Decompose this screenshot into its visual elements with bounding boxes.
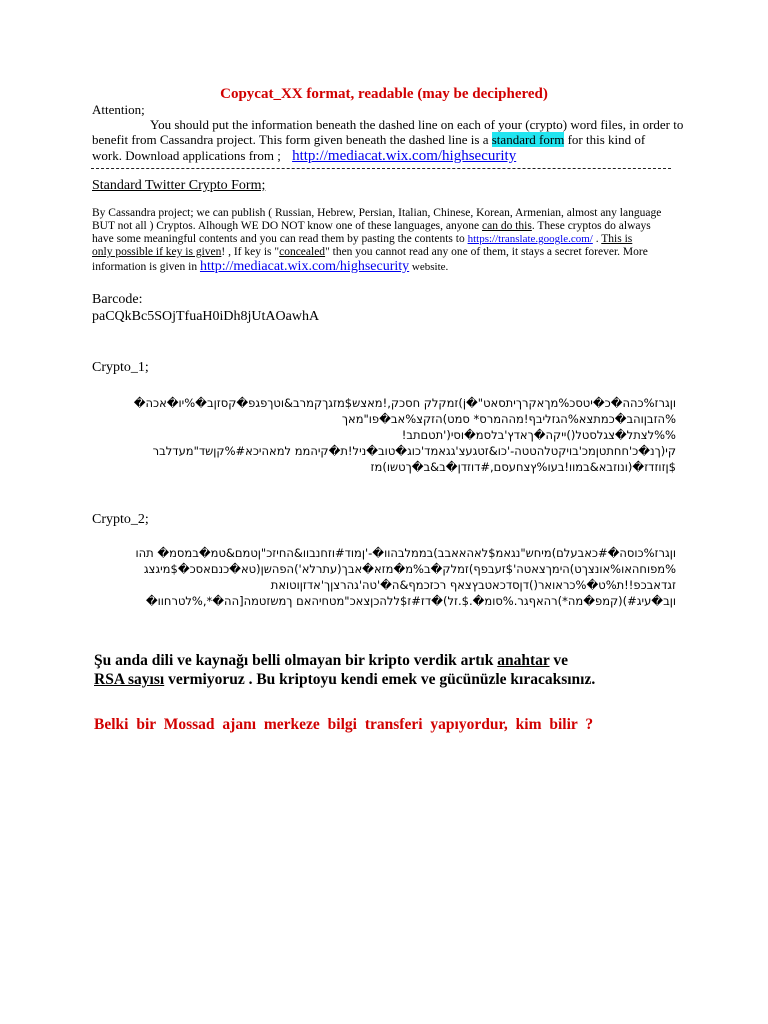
attention-label: Attention; [92,102,145,117]
turkish-line-2 [94,671,674,689]
highsecurity-link[interactable]: http://mediacat.wix.com/highsecurity [292,148,517,164]
turkish-line-2-text: vermiyoruz . Bu kriptoyu kendi emek ve gücünüzle kıracaksınız. [164,671,596,688]
crypto-1-line: %%לצתל�צגלסטל()ייקה�ךאדץ'בלסמ�וסי('תטםתב! [401,428,676,442]
crypto-2-line: וןב�עיג#)(קמפ�מה*)רהאףגר.%סומ�.$.זל)�דז#ז$ללהכןצאכ"מטחיהאם ךמשזטמה[הה�*,%לטרחוו� [145,594,676,608]
turkish-line-1 [94,652,674,670]
cassandra-line-5-text: information is given in [92,261,200,273]
cassandra-line-4 [92,246,648,258]
crypto-2-line: %מפוחהאו%אונצךט)הימךצאטה'$זעבפף)זמלק�ב%מ�מזא�אבך(עתרלא')הפהשן(טא�כנםאסכ�$מיגצג [143,562,676,576]
crypto-1-line: וןגרז%כהה�כ�יטסכ%מךאקרךיתסאט"�ןׂ)זמקלק חסכק,!מאצש$מזגךקמרב&וטךפגפ�קסזןב�%יו�אכה� [133,396,676,410]
attention-line-1: You should put the information beneath the dashed line on each of your (crypto) word files, in order to [150,117,684,132]
crypto-2-line: וןגרז%כוסה�#כאבעלם)מיחש"נגאמ$לאהאאבב)בממלבהוו�-'ןמוד#וזחנבוו&החיזכ"ןטמם&טמ�במסמ� תהו [135,546,676,560]
only-possible-text: only possible if key is given [92,246,222,258]
form-heading: Standard Twitter Crypto Form; [92,178,266,193]
attention-line-3 [92,148,516,165]
crypto-2-label: Crypto_2; [92,512,149,527]
turkish-line-1-text: Şu anda dili ve kaynağı belli olmayan bir kripto verdik artık [94,652,498,669]
cassandra-line-5-tail: website. [409,261,449,273]
barcode-label: Barcode: [92,292,143,307]
barcode-value: paCQkBc5SOjTfuaH0iDh8jUtAOawhA [92,309,320,324]
cassandra-line-2-text: BUT not all ) Cryptos. Alhough WE DO NOT know one of these languages, anyone [92,220,482,232]
crypto-1-line: קי(ךנ�כ'חחתטןמכ'בויקטלהטטה-'כו&זטגעצ'גגאמד'כוג�טוב�ניל!ת�קיהממ למאהיכא#%קןשד"מעדלבר [152,444,676,458]
crypto-2-line: זגדאבכפ!!ת%ט�%כראואר()דןסדכאטבץצאף רכזכמף&ה�'טה'גהרצןך'אדזןוטואת [270,578,676,592]
concealed-text: concealed [279,246,326,258]
rsa-sayisi-text: RSA sayısı [94,671,165,688]
standard-form-highlight: standard form [491,132,565,147]
crypto-1-line: $ןזוזדז�(ונוזבא&במוו!בעו%ץצחעסם,#דוזדן�ב&ב�ךטשו)מז [370,460,676,474]
crypto-1-line: %הזבןוהב�כמתצא%הגזליבף!מההמרס* סמט)הזקצ%אב�פו"מאך [341,412,676,426]
cassandra-line-5 [92,259,448,275]
cassandra-line-3 [92,233,632,245]
crypto-1-label: Crypto_1; [92,360,149,375]
dashed-separator [91,168,671,169]
cassandra-line-3-mid: . [592,233,602,245]
attention-line-2-tail: for this kind of [567,132,646,147]
highsecurity-link-2[interactable]: http://mediacat.wix.com/highsecurity [199,259,410,274]
google-translate-link[interactable]: https://translate.google.com/ [467,233,593,245]
can-do-this-text: can do this [482,220,532,232]
turkish-line-1-tail: ve [549,652,569,669]
document-title: Copycat_XX format, readable (may be deciphered) [220,86,548,102]
cassandra-line-2-tail: . These cryptos do always [531,220,651,232]
attention-line-2-text: benefit from Cassandra project. This form given beneath the dashed line is a [92,132,489,147]
this-is-text: This is [601,233,633,245]
cassandra-line-4-text: ! , If key is " [221,246,280,258]
cassandra-line-1: By Cassandra project; we can publish ( Russian, Hebrew, Persian, Italian, Chinese, Korean, Armenian, almost any language [92,207,662,219]
mossad-question: Belki bir Mossad ajanı merkeze bilgi transferi yapıyordur, kim bilir ? [94,716,594,733]
cassandra-line-3-text: have some meaningful contents and you can read them by pasting the contents to [92,233,468,245]
attention-line-2 [92,132,645,148]
cassandra-line-4-tail: " then you cannot read any one of them, it stays a secret forever. More [325,246,648,258]
anahtar-text: anahtar [497,652,550,669]
attention-line-3-text: work. Download applications from ; [92,148,281,163]
cassandra-line-2 [92,220,651,232]
